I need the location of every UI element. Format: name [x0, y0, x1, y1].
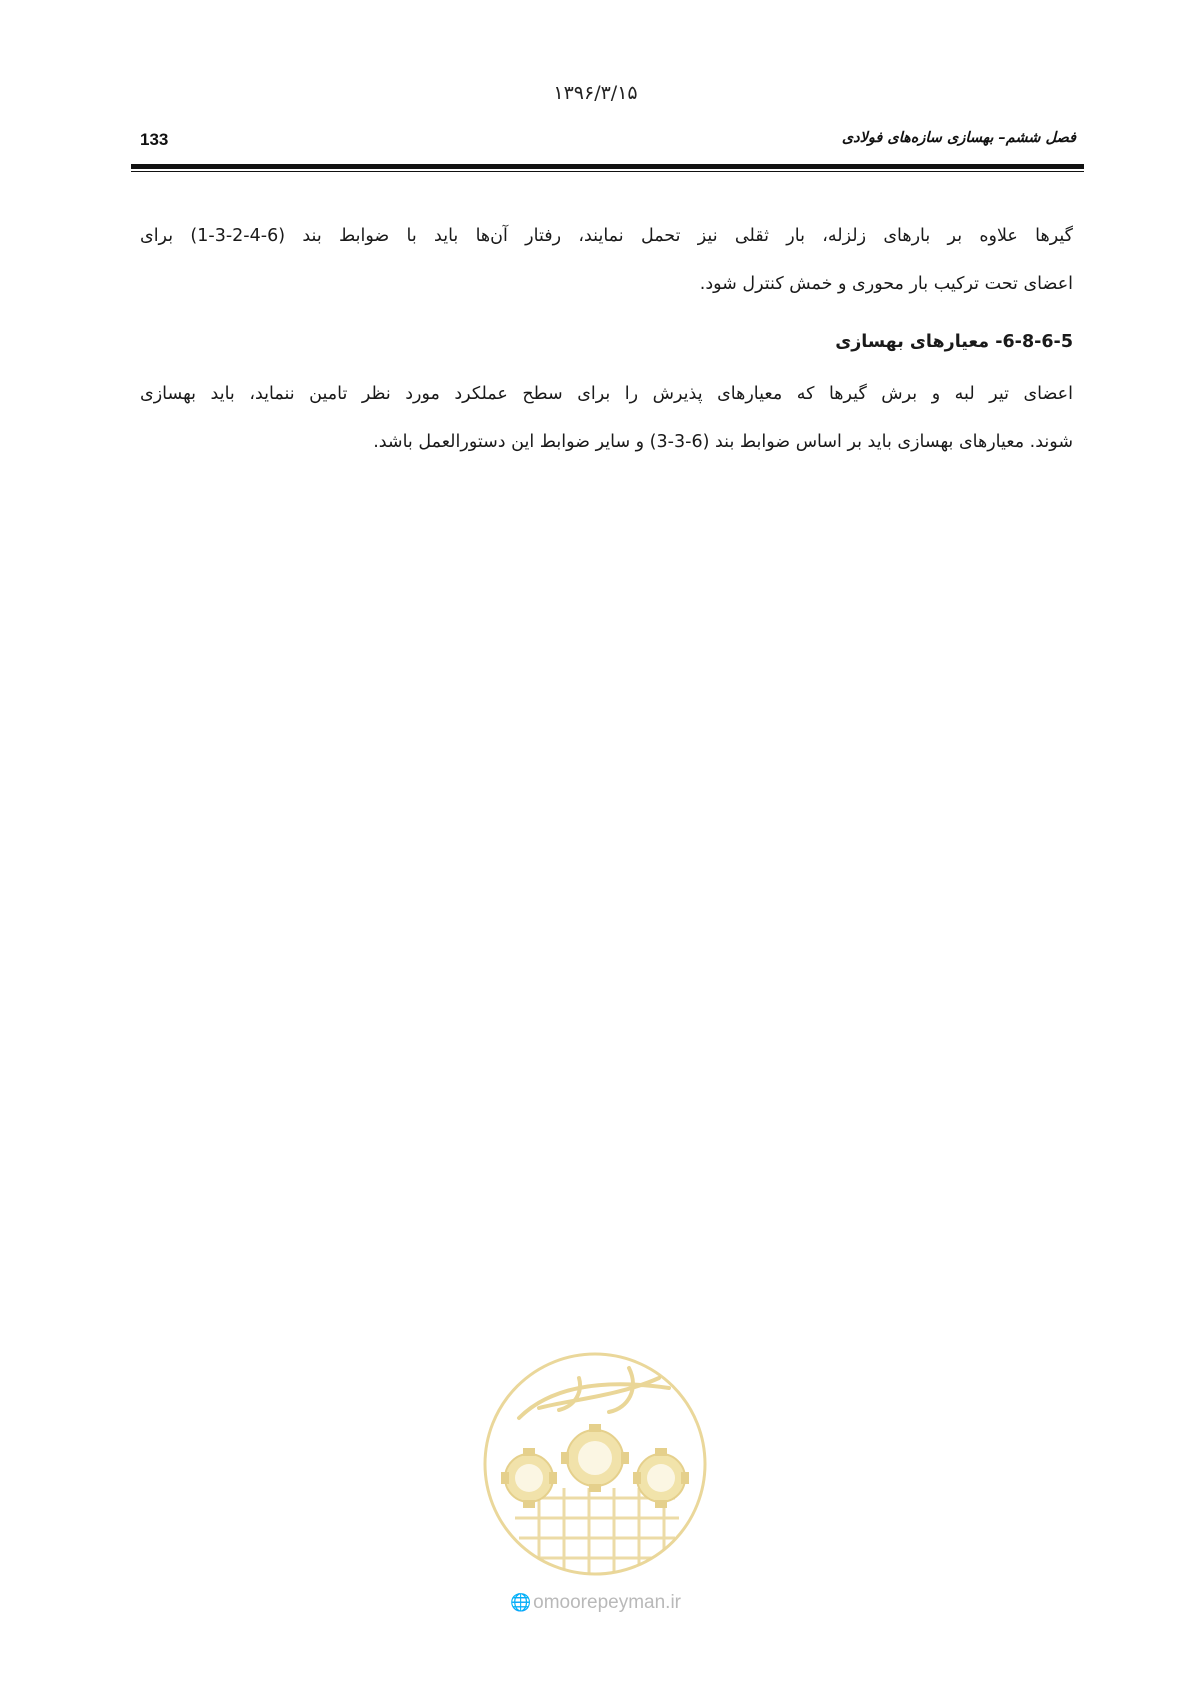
page-number: 133 — [140, 130, 169, 149]
watermark-site-text: omoorepeyman.ir — [533, 1592, 681, 1613]
header-rule-thin — [131, 171, 1084, 172]
globe-icon: 🌐 — [509, 1593, 532, 1612]
watermark-seal-logo — [479, 1348, 711, 1580]
paragraph-2-line-2: شوند. معیارهای بهسازی باید بر اساس ضوابط بند (6-3-3) و سایر ضوابط این دستورالعمل باشد. — [373, 432, 1073, 452]
section-heading: 6-8-6-5- معیارهای بهسازی — [835, 332, 1073, 352]
watermark-site-caption — [0, 1592, 1191, 1614]
page-content — [140, 212, 1073, 466]
header-rule-thick — [131, 164, 1084, 169]
chapter-title: فصل ششم– بهسازی سازه‌های فولادی — [841, 130, 1076, 146]
date-stamp: ۱۳۹۶/۳/۱۵ — [553, 82, 638, 104]
paragraph-1-line-2: اعضای تحت ترکیب بار محوری و خمش کنترل شود. — [699, 274, 1073, 294]
paragraph-1-line-1: گیرها علاوه بر بارهای زلزله، بار ثقلی نیز تحمل نمایند، رفتار آن‌ها باید با ضوابط بند (6-4-2-3-1) برای — [140, 226, 1073, 246]
paragraph-2-line-1: اعضای تیر لبه و برش گیرها که معیارهای پذیرش را برای سطح عملکرد مورد نظر تامین ننماید، باید بهسازی — [140, 384, 1073, 404]
